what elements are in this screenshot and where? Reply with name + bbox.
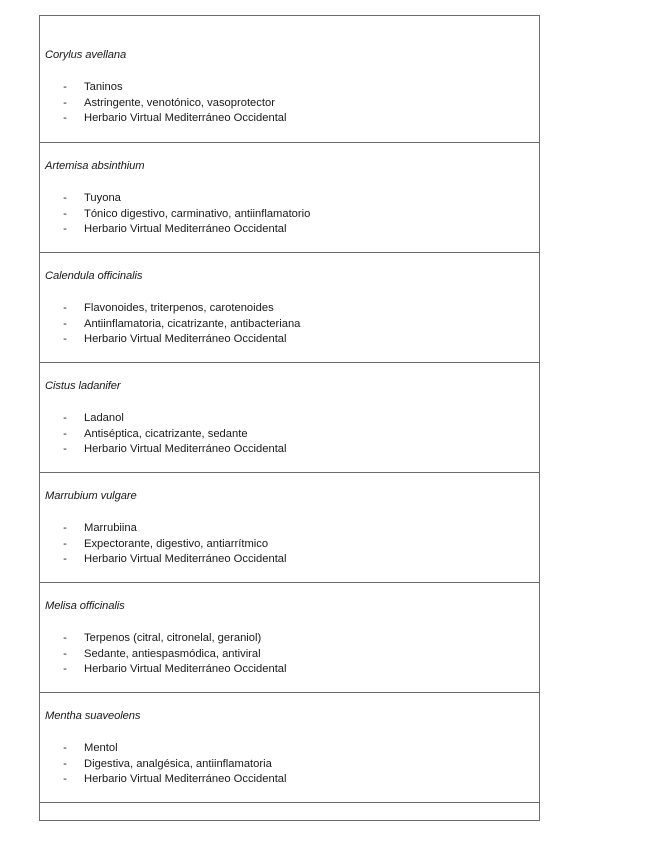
table-row xyxy=(40,583,539,693)
compound-text: Ladanol xyxy=(84,412,124,424)
list-item xyxy=(61,332,300,348)
bullet-dash: - xyxy=(63,81,67,93)
properties-text: Sedante, antiespasmódica, antiviral xyxy=(84,647,261,660)
bullet-dash: - xyxy=(63,742,67,754)
compound-text: Taninos xyxy=(84,81,123,93)
properties-text: Antiinflamatoria, cicatrizante, antibacteriana xyxy=(84,317,301,330)
source-text: Herbario Virtual Mediterráneo Occidental xyxy=(84,443,287,455)
list-item xyxy=(61,521,287,537)
bullet-dash: - xyxy=(63,553,67,565)
source-text: Herbario Virtual Mediterráneo Occidental xyxy=(84,773,287,785)
bullet-dash: - xyxy=(63,663,67,675)
property-list xyxy=(61,411,287,458)
species-name: Mentha suaveolens xyxy=(45,710,141,722)
table-row xyxy=(40,143,539,253)
list-item xyxy=(61,317,300,333)
table-row xyxy=(40,473,539,583)
list-item xyxy=(61,191,310,207)
properties-text: Astringente, venotónico, vasoprotector xyxy=(84,96,275,109)
table-row xyxy=(40,253,539,363)
source-text: Herbario Virtual Mediterráneo Occidental xyxy=(84,112,287,124)
bullet-dash: - xyxy=(63,302,67,314)
species-name: Corylus avellana xyxy=(45,49,127,61)
list-item xyxy=(61,111,287,127)
bullet-dash: - xyxy=(63,223,67,235)
properties-text: Digestiva, analgésica, antiinflamatoria xyxy=(84,757,272,770)
table-row xyxy=(40,363,539,473)
bullet-dash: - xyxy=(63,112,67,124)
list-item xyxy=(61,207,310,223)
bullet-dash: - xyxy=(63,757,67,770)
list-item xyxy=(61,757,287,773)
species-name: Artemisa absinthium xyxy=(45,160,145,172)
list-item xyxy=(61,411,287,427)
bullet-dash: - xyxy=(63,317,67,330)
bullet-dash: - xyxy=(63,522,67,534)
species-name: Calendula officinalis xyxy=(45,270,143,282)
source-text: Herbario Virtual Mediterráneo Occidental xyxy=(84,553,287,565)
property-list xyxy=(61,191,310,238)
compound-text: Marrubiina xyxy=(84,522,137,534)
property-list xyxy=(61,631,287,678)
bullet-dash: - xyxy=(63,207,67,220)
list-item xyxy=(61,442,287,458)
list-item xyxy=(61,301,300,317)
bullet-dash: - xyxy=(63,632,67,644)
list-item xyxy=(61,80,287,96)
empty-table-row xyxy=(40,803,539,820)
source-text: Herbario Virtual Mediterráneo Occidental xyxy=(84,223,287,235)
source-text: Herbario Virtual Mediterráneo Occidental xyxy=(84,663,287,675)
list-item xyxy=(61,662,287,678)
bullet-dash: - xyxy=(63,96,67,109)
plant-table xyxy=(39,15,540,821)
list-item xyxy=(61,741,287,757)
species-name: Marrubium vulgare xyxy=(45,490,137,502)
properties-text: Antiséptica, cicatrizante, sedante xyxy=(84,427,248,440)
list-item xyxy=(61,222,310,238)
properties-text: Expectorante, digestivo, antiarrítmico xyxy=(84,537,269,550)
compound-text: Tuyona xyxy=(84,192,121,204)
source-text: Herbario Virtual Mediterráneo Occidental xyxy=(84,333,287,345)
table-row xyxy=(40,693,539,803)
species-name: Cistus ladanifer xyxy=(45,380,121,392)
compound-text: Terpenos (citral, citronelal, geraniol) xyxy=(84,632,262,644)
property-list xyxy=(61,741,287,788)
list-item xyxy=(61,772,287,788)
bullet-dash: - xyxy=(63,443,67,455)
list-item xyxy=(61,537,287,553)
compound-text: Mentol xyxy=(84,742,118,754)
list-item xyxy=(61,631,287,647)
bullet-dash: - xyxy=(63,427,67,440)
bullet-dash: - xyxy=(63,773,67,785)
bullet-dash: - xyxy=(63,333,67,345)
bullet-dash: - xyxy=(63,192,67,204)
bullet-dash: - xyxy=(63,537,67,550)
list-item xyxy=(61,647,287,663)
property-list xyxy=(61,521,287,568)
property-list xyxy=(61,80,287,127)
bullet-dash: - xyxy=(63,412,67,424)
table-row xyxy=(40,16,539,143)
property-list xyxy=(61,301,300,348)
list-item xyxy=(61,552,287,568)
list-item xyxy=(61,96,287,112)
bullet-dash: - xyxy=(63,647,67,660)
list-item xyxy=(61,427,287,443)
compound-text: Flavonoides, triterpenos, carotenoides xyxy=(84,302,274,314)
properties-text: Tónico digestivo, carminativo, antiinflamatorio xyxy=(84,207,311,220)
species-name: Melisa officinalis xyxy=(45,600,125,612)
